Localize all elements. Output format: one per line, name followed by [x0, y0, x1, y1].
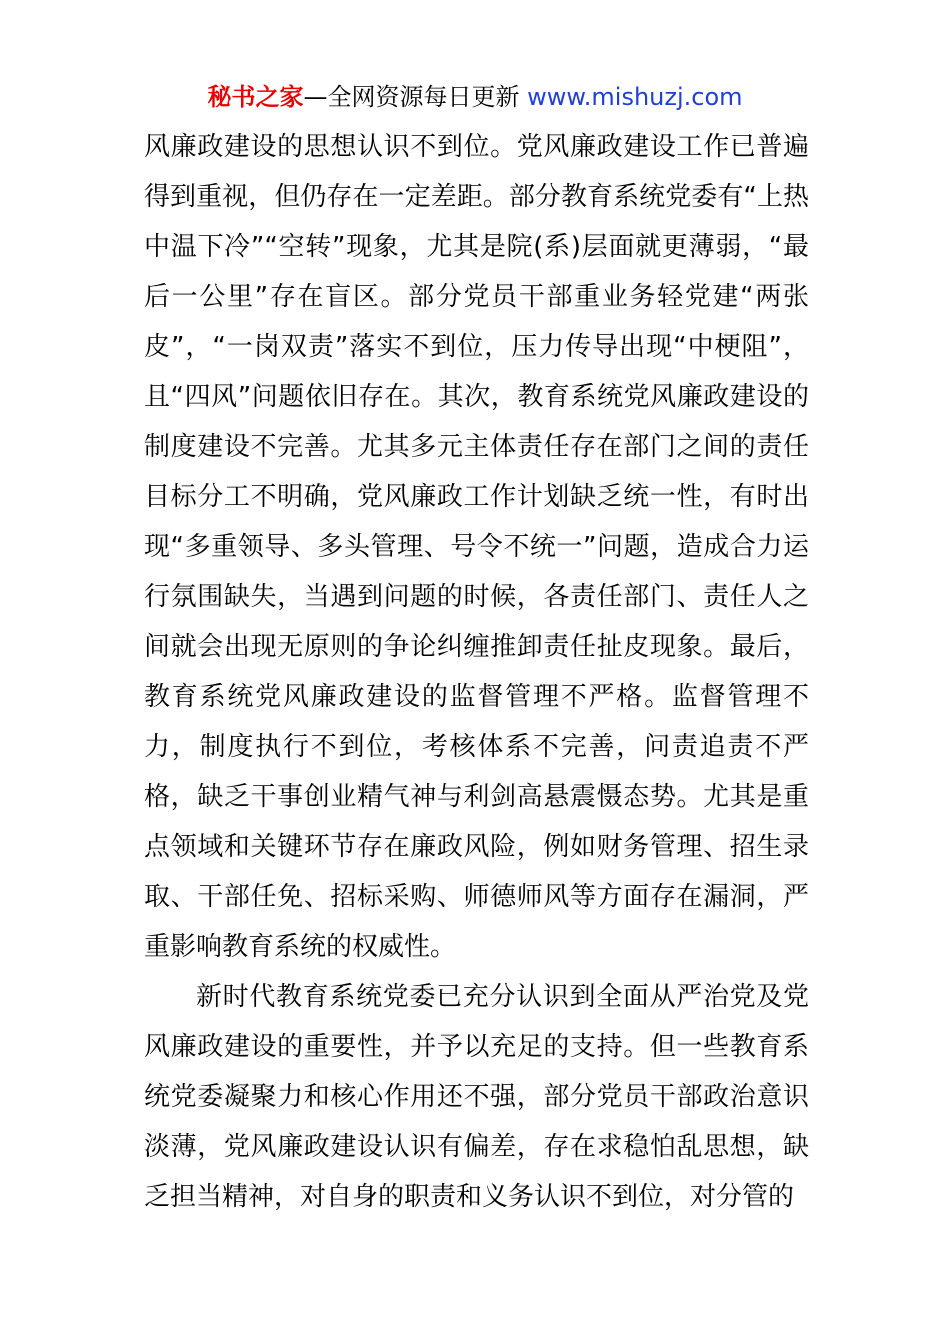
header-tagline: —全网资源每日更新	[303, 83, 528, 111]
paragraph-continued: 风廉政建设的思想认识不到位。党风廉政建设工作已普遍得到重视，但仍存在一定差距。部分教育系统党委有“上热中温下冷”“空转”现象，尤其是院(系)层面就更薄弱，“最后一公里”存在盲区。部分党员干部重业务轻党建“两张皮”，“一岗双责”落实不到位，压力传导出现“中梗阻”，且“四风”问题依旧存在。其次，教育系统党风廉政建设的制度建设不完善。尤其多元主体责任存在部门之间的责任目标分工不明确，党风廉政工作计划缺乏统一性，有时出现“多重领导、多头管理、号令不统一”问题，造成合力运行氛围缺失，当遇到问题的时候，各责任部门、责任人之间就会出现无原则的争论纠缠推卸责任扯皮现象。最后，教育系统党风廉政建设的监督管理不严格。监督管理不力，制度执行不到位，考核体系不完善，问责追责不严格，缺乏干事创业精气神与利剑高悬震慑态势。尤其是重点领域和关键环节存在廉政风险，例如财务管理、招生录取、干部任免、招标采购、师德师风等方面存在漏洞，严重影响教育系统的权威性。	[144, 132, 809, 962]
page-header	[0, 80, 950, 114]
paragraph: 新时代教育系统党委已充分认识到全面从严治党及党风廉政建设的重要性，并予以充足的支持。但一些教育系统党委凝聚力和核心作用还不强，部分党员干部政治意识淡薄，党风廉政建设认识有偏差，存在求稳怕乱思想，缺乏担当精神，对自身的职责和义务认识不到位，对分管的	[144, 982, 809, 1212]
header-site-url: www.mishuzj.com	[527, 83, 743, 111]
document-body	[144, 122, 809, 1222]
header-brand: 秘书之家	[207, 83, 304, 111]
